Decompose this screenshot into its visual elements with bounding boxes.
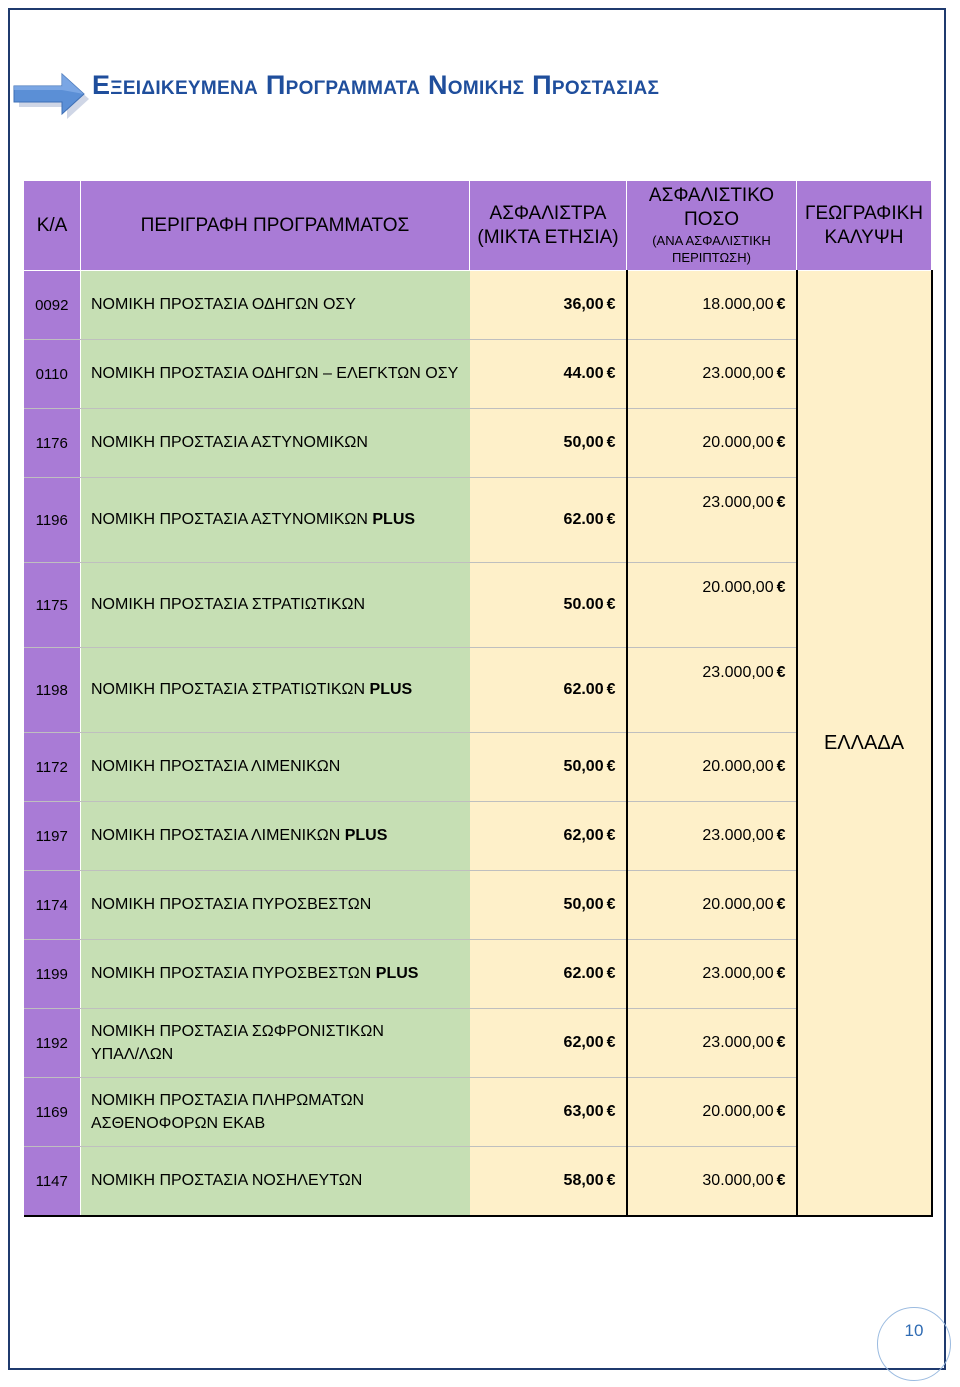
euro-symbol: € bbox=[606, 434, 616, 451]
premium-value: 50,00 bbox=[563, 434, 604, 451]
description-text: ΝΟΜΙΚΗ ΠΡΟΣΤΑΣΙΑ ΟΔΗΓΩΝ ΟΣΥ bbox=[91, 296, 356, 314]
row-premium bbox=[470, 563, 627, 648]
description-text: ΝΟΜΙΚΗ ΠΡΟΣΤΑΣΙΑ ΛΙΜΕΝΙΚΩΝ bbox=[91, 827, 341, 845]
description-text-line2: ΑΣΘΕΝΟΦΟΡΩΝ ΕΚΑΒ bbox=[91, 1115, 266, 1132]
euro-symbol: € bbox=[606, 896, 616, 913]
premium-value: 36,00 bbox=[563, 296, 604, 313]
row-insured-amount bbox=[627, 340, 797, 409]
euro-symbol: € bbox=[606, 296, 616, 313]
table-row bbox=[24, 940, 932, 1009]
premium-value: 62.00 bbox=[563, 681, 604, 698]
euro-symbol: € bbox=[606, 1172, 616, 1189]
table-row bbox=[24, 1009, 932, 1078]
row-description bbox=[81, 648, 470, 733]
coverage-label: ΕΛΛΑΔΑ bbox=[823, 731, 905, 754]
row-insured-amount bbox=[627, 871, 797, 940]
euro-symbol: € bbox=[606, 965, 616, 982]
description-text: ΝΟΜΙΚΗ ΠΡΟΣΤΑΣΙΑ ΛΙΜΕΝΙΚΩΝ bbox=[91, 758, 341, 776]
row-code: 1175 bbox=[24, 563, 81, 648]
header-coverage: ΓΕΩΓΡΑΦΙΚΗ ΚΑΛΥΨΗ bbox=[797, 181, 932, 271]
page-title: Εξειδικευμενα Προγραμματα Νομικης Προστασιας bbox=[92, 70, 660, 100]
row-insured-amount bbox=[627, 1147, 797, 1217]
row-description bbox=[81, 409, 470, 478]
euro-symbol: € bbox=[606, 1103, 616, 1120]
euro-symbol: € bbox=[776, 1172, 786, 1189]
plus-label: PLUS bbox=[344, 827, 388, 845]
euro-symbol: € bbox=[776, 1103, 786, 1120]
euro-symbol: € bbox=[606, 365, 616, 382]
table-row bbox=[24, 340, 932, 409]
table-row bbox=[24, 563, 932, 648]
euro-symbol: € bbox=[776, 365, 786, 382]
euro-symbol: € bbox=[606, 511, 616, 528]
amount-value: 23.000,00 bbox=[702, 1034, 774, 1051]
euro-symbol: € bbox=[606, 1034, 616, 1051]
row-code: 1198 bbox=[24, 648, 81, 733]
row-description bbox=[81, 733, 470, 802]
description-text: ΝΟΜΙΚΗ ΠΡΟΣΤΑΣΙΑ ΠΛΗΡΩΜΑΤΩΝ bbox=[91, 1091, 365, 1109]
premium-value: 62,00 bbox=[563, 1034, 604, 1051]
description-text: ΝΟΜΙΚΗ ΠΡΟΣΤΑΣΙΑ ΑΣΤΥΝΟΜΙΚΩΝ bbox=[91, 434, 368, 452]
row-description bbox=[81, 1078, 470, 1147]
premium-value: 58,00 bbox=[563, 1172, 604, 1189]
programs-table bbox=[23, 180, 933, 1217]
row-description bbox=[81, 340, 470, 409]
row-description bbox=[81, 478, 470, 563]
table-row bbox=[24, 478, 932, 563]
row-code: 1199 bbox=[24, 940, 81, 1009]
row-premium bbox=[470, 871, 627, 940]
table-row bbox=[24, 1147, 932, 1217]
row-code: 0110 bbox=[24, 340, 81, 409]
euro-symbol: € bbox=[606, 596, 616, 613]
row-description bbox=[81, 802, 470, 871]
row-premium bbox=[470, 340, 627, 409]
row-description bbox=[81, 1147, 470, 1217]
row-insured-amount bbox=[627, 1078, 797, 1147]
description-text: ΝΟΜΙΚΗ ΠΡΟΣΤΑΣΙΑ ΠΥΡΟΣΒΕΣΤΩΝ bbox=[91, 965, 372, 983]
page-number: 10 bbox=[877, 1307, 951, 1381]
euro-symbol: € bbox=[776, 434, 786, 451]
row-code: 1196 bbox=[24, 478, 81, 563]
amount-value: 20.000,00 bbox=[702, 896, 774, 913]
euro-symbol: € bbox=[776, 827, 786, 844]
table-row bbox=[24, 1078, 932, 1147]
row-description bbox=[81, 940, 470, 1009]
amount-value: 20.000,00 bbox=[702, 579, 774, 596]
table-row bbox=[24, 409, 932, 478]
euro-symbol: € bbox=[776, 494, 786, 511]
description-text-line2: ΥΠΑΛ/ΛΩΝ bbox=[91, 1046, 174, 1063]
amount-value: 23.000,00 bbox=[702, 365, 774, 382]
row-code: 1197 bbox=[24, 802, 81, 871]
header-amount: ΑΣΦΑΛΙΣΤΙΚΟ ΠΟΣΟ (ΑΝΑ ΑΣΦΑΛΙΣΤΙΚΗ ΠΕΡΙΠΤΩΣΗ) bbox=[627, 181, 797, 271]
amount-value: 23.000,00 bbox=[702, 827, 774, 844]
description-text: ΝΟΜΙΚΗ ΠΡΟΣΤΑΣΙΑ ΝΟΣΗΛΕΥΤΩΝ bbox=[91, 1172, 363, 1190]
row-description bbox=[81, 1009, 470, 1078]
row-premium bbox=[470, 940, 627, 1009]
amount-value: 23.000,00 bbox=[702, 664, 774, 681]
row-premium bbox=[470, 271, 627, 340]
row-code: 1192 bbox=[24, 1009, 81, 1078]
right-arrow-icon bbox=[10, 66, 90, 122]
euro-symbol: € bbox=[776, 758, 786, 775]
row-code: 1176 bbox=[24, 409, 81, 478]
row-description bbox=[81, 271, 470, 340]
description-text: ΝΟΜΙΚΗ ΠΡΟΣΤΑΣΙΑ ΣΩΦΡΟΝΙΣΤΙΚΩΝ bbox=[91, 1022, 384, 1040]
euro-symbol: € bbox=[776, 965, 786, 982]
row-code: 1172 bbox=[24, 733, 81, 802]
row-premium bbox=[470, 648, 627, 733]
amount-value: 20.000,00 bbox=[702, 758, 774, 775]
amount-value: 30.000,00 bbox=[702, 1172, 774, 1189]
row-premium bbox=[470, 1078, 627, 1147]
table-row bbox=[24, 802, 932, 871]
row-code: 1147 bbox=[24, 1147, 81, 1217]
table-row bbox=[24, 871, 932, 940]
row-premium bbox=[470, 478, 627, 563]
premium-value: 62.00 bbox=[563, 511, 604, 528]
header-ka: Κ/Α bbox=[24, 181, 81, 271]
euro-symbol: € bbox=[606, 681, 616, 698]
row-insured-amount bbox=[627, 648, 797, 733]
description-text: ΝΟΜΙΚΗ ΠΡΟΣΤΑΣΙΑ ΑΣΤΥΝΟΜΙΚΩΝ bbox=[91, 511, 368, 529]
header-premium: ΑΣΦΑΛΙΣΤΡΑ (ΜΙΚΤΑ ΕΤΗΣΙΑ) bbox=[470, 181, 627, 271]
row-insured-amount bbox=[627, 271, 797, 340]
row-code: 0092 bbox=[24, 271, 81, 340]
plus-label: PLUS bbox=[372, 511, 416, 529]
premium-value: 50,00 bbox=[563, 896, 604, 913]
description-text: ΝΟΜΙΚΗ ΠΡΟΣΤΑΣΙΑ ΠΥΡΟΣΒΕΣΤΩΝ bbox=[91, 896, 372, 914]
euro-symbol: € bbox=[606, 827, 616, 844]
row-insured-amount bbox=[627, 733, 797, 802]
row-insured-amount bbox=[627, 940, 797, 1009]
amount-value: 23.000,00 bbox=[702, 965, 774, 982]
table-header-row bbox=[24, 181, 932, 271]
row-premium bbox=[470, 802, 627, 871]
euro-symbol: € bbox=[776, 296, 786, 313]
row-premium bbox=[470, 1147, 627, 1217]
premium-value: 63,00 bbox=[563, 1103, 604, 1120]
amount-value: 20.000,00 bbox=[702, 434, 774, 451]
description-text: ΝΟΜΙΚΗ ΠΡΟΣΤΑΣΙΑ ΟΔΗΓΩΝ – ΕΛΕΓΚΤΩΝ ΟΣΥ bbox=[91, 365, 459, 383]
table-row bbox=[24, 648, 932, 733]
amount-value: 18.000,00 bbox=[702, 296, 774, 313]
plus-label: PLUS bbox=[369, 681, 413, 699]
euro-symbol: € bbox=[776, 896, 786, 913]
row-premium bbox=[470, 1009, 627, 1078]
amount-value: 23.000,00 bbox=[702, 494, 774, 511]
row-insured-amount bbox=[627, 478, 797, 563]
amount-value: 20.000,00 bbox=[702, 1103, 774, 1120]
row-insured-amount bbox=[627, 1009, 797, 1078]
coverage-cell bbox=[797, 271, 932, 1217]
euro-symbol: € bbox=[776, 664, 786, 681]
row-description bbox=[81, 871, 470, 940]
euro-symbol: € bbox=[776, 1034, 786, 1051]
table-row bbox=[24, 733, 932, 802]
row-code: 1174 bbox=[24, 871, 81, 940]
row-insured-amount bbox=[627, 802, 797, 871]
row-insured-amount bbox=[627, 409, 797, 478]
premium-value: 50.00 bbox=[563, 596, 604, 613]
euro-symbol: € bbox=[606, 758, 616, 775]
plus-label: PLUS bbox=[375, 965, 419, 983]
row-code: 1169 bbox=[24, 1078, 81, 1147]
table-row bbox=[24, 271, 932, 340]
description-text: ΝΟΜΙΚΗ ΠΡΟΣΤΑΣΙΑ ΣΤΡΑΤΙΩΤΙΚΩΝ bbox=[91, 681, 366, 699]
premium-value: 62.00 bbox=[563, 965, 604, 982]
header-description: ΠΕΡΙΓΡΑΦΗ ΠΡΟΓΡΑΜΜΑΤΟΣ bbox=[81, 181, 470, 271]
premium-value: 62,00 bbox=[563, 827, 604, 844]
premium-value: 44.00 bbox=[563, 365, 604, 382]
premium-value: 50,00 bbox=[563, 758, 604, 775]
description-text: ΝΟΜΙΚΗ ΠΡΟΣΤΑΣΙΑ ΣΤΡΑΤΙΩΤΙΚΩΝ bbox=[91, 596, 366, 614]
row-description bbox=[81, 563, 470, 648]
row-premium bbox=[470, 733, 627, 802]
row-insured-amount bbox=[627, 563, 797, 648]
euro-symbol: € bbox=[776, 579, 786, 596]
row-premium bbox=[470, 409, 627, 478]
